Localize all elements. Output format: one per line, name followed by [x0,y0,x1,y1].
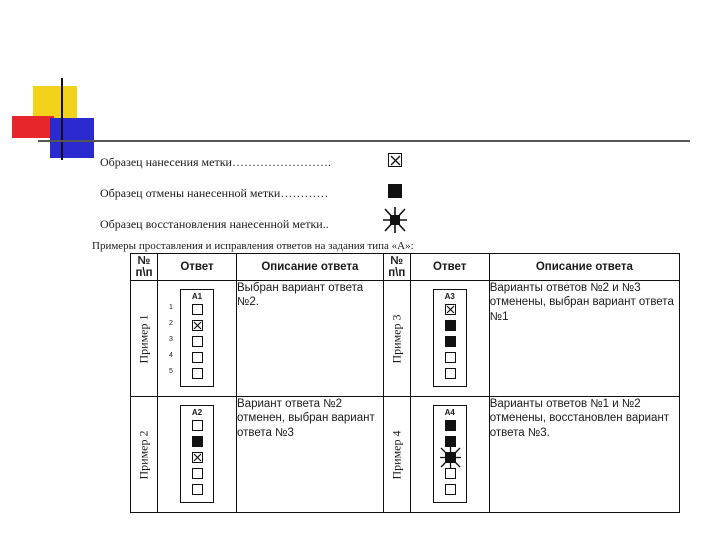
cancel-mark-icon [388,184,402,198]
option-number: 3 [169,336,173,343]
answer-form-cell [410,281,489,397]
answer-option [181,466,213,482]
answer-form-cell [158,397,237,513]
caption: Примеры проставления и исправления ответов на задания типа «А»: [92,240,414,252]
red-accent-bar [12,116,54,138]
example-label-cell [131,397,158,513]
legend-mark-text: Образец нанесения метки……………………. [100,155,331,169]
empty-checkbox-icon [192,336,203,347]
empty-checkbox-icon [192,420,203,431]
example-label-cell [383,397,410,513]
answer-option [434,418,466,434]
empty-checkbox-icon [445,484,456,495]
answer-form [169,289,214,387]
form-title: А2 [191,408,203,417]
answer-option [169,318,213,334]
cancel-mark-icon [445,420,456,431]
answer-option [181,482,213,498]
check-mark-icon [445,304,456,315]
answer-option [434,350,466,366]
answer-description: Вариант ответа №2 отменен, выбран вариант ответа №3 [237,397,384,513]
example-label: Пример 4 [389,429,404,480]
example-label: Пример 2 [136,429,151,480]
examples-table [130,253,680,513]
answer-option [181,450,213,466]
empty-checkbox-icon [192,304,203,315]
cancel-mark-icon [445,320,456,331]
answer-option [169,366,213,382]
cancel-mark-icon [445,336,456,347]
answer-option [169,350,213,366]
empty-checkbox-icon [445,352,456,363]
header-cell: № п\п [131,254,158,281]
empty-checkbox-icon [192,368,203,379]
option-number: 2 [169,320,173,327]
example-label: Пример 3 [389,313,404,364]
table-row [131,281,680,397]
example-label-cell [383,281,410,397]
table-row [131,397,680,513]
empty-checkbox-icon [192,484,203,495]
header-cell: № п\п [383,254,410,281]
answer-description: Варианты ответов №1 и №2 отменены, восстановлен вариант ответа №3. [489,397,679,513]
answer-form [433,289,467,387]
restore-mark-icon [445,452,456,463]
example-label-cell [131,281,158,397]
answer-option [169,334,213,350]
empty-checkbox-icon [192,352,203,363]
table-header-row [131,254,680,281]
accent-vertical-line [61,78,63,160]
answer-option [434,318,466,334]
check-mark-icon [388,153,402,167]
option-number: 4 [169,352,173,359]
answer-option [434,450,466,466]
answer-option [434,302,466,318]
answer-description: Варианты ответов №2 и №3 отменены, выбран вариант ответа №1 [489,281,679,397]
form-title: А1 [191,292,203,301]
answer-form [433,405,467,503]
answer-option [181,434,213,450]
option-number: 1 [169,304,173,311]
header-cell: Описание ответа [237,254,384,281]
check-mark-icon [192,320,203,331]
legend-restore-text: Образец восстановления нанесенной метки.. [100,217,329,231]
empty-checkbox-icon [192,468,203,479]
header-cell: Ответ [158,254,237,281]
answer-option [434,482,466,498]
header-cell: Ответ [410,254,489,281]
cancel-mark-icon [192,436,203,447]
answer-form-cell [410,397,489,513]
title-underline [38,140,690,142]
answer-description: Выбран вариант ответа №2. [237,281,384,397]
legend-cancel-text: Образец отмены нанесенной метки………… [100,186,329,200]
answer-form [180,405,214,503]
empty-checkbox-icon [445,468,456,479]
answer-form-cell [158,281,237,397]
answer-option [434,466,466,482]
answer-option [434,366,466,382]
example-label: Пример 1 [136,313,151,364]
answer-option [169,302,213,318]
form-title: А4 [444,408,455,417]
header-cell: Описание ответа [489,254,679,281]
option-number: 5 [169,368,173,375]
check-mark-icon [192,452,203,463]
empty-checkbox-icon [445,368,456,379]
answer-option [181,418,213,434]
cancel-mark-icon [445,436,456,447]
form-title: А3 [444,292,455,301]
restore-mark-icon [383,207,407,233]
blue-accent-square [50,118,94,158]
answer-option [434,334,466,350]
